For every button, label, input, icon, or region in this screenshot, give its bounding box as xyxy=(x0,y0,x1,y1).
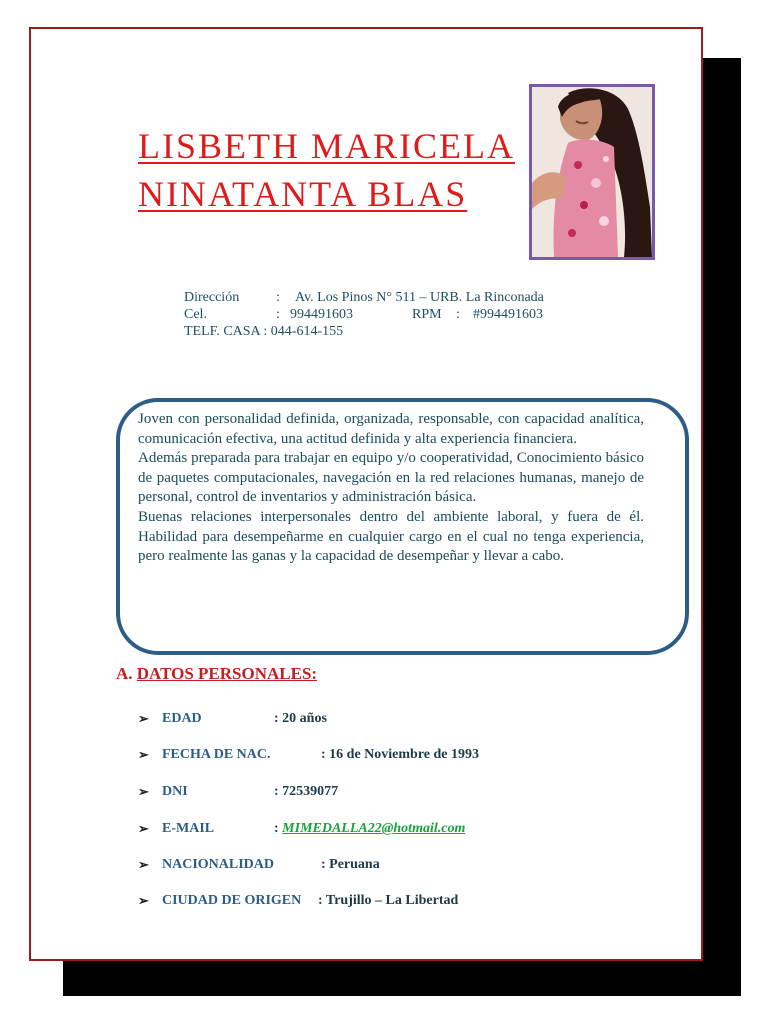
telf-value: 044-614-155 xyxy=(270,324,344,339)
telf-row: TELF. CASA : 044-614-155 xyxy=(184,324,344,339)
item-value: : Peruana xyxy=(321,857,380,872)
profile-photo-image xyxy=(532,87,652,257)
address-value: Av. Los Pinos N° 511 – URB. La Rinconada xyxy=(295,290,544,305)
item-label: E-MAIL xyxy=(162,821,215,836)
arrow-bullet-icon: ➢ xyxy=(138,857,149,872)
arrow-bullet-icon: ➢ xyxy=(138,893,149,908)
rpm-value: #994491603 xyxy=(473,307,543,322)
summary-paragraph-1: Joven con personalidad definida, organizada, responsable, con capacidad analítica, comunicación efectiva, una actitud definida y alta experiencia financiera. xyxy=(138,411,644,447)
address-row: Dirección : Av. Los Pinos N° 511 – URB. La Rinconada xyxy=(184,290,544,305)
cel-value: 994491603 xyxy=(290,307,353,322)
arrow-bullet-icon: ➢ xyxy=(138,711,149,726)
item-label: EDAD xyxy=(162,711,202,726)
address-label: Dirección xyxy=(184,290,240,305)
item-value: : 72539077 xyxy=(274,784,339,799)
item-value: : 20 años xyxy=(274,711,327,726)
name-line-1: LISBETH MARICELA xyxy=(138,126,515,166)
section-letter: A. xyxy=(116,664,133,683)
section-title-personal-data xyxy=(116,664,317,684)
item-label: CIUDAD DE ORIGEN xyxy=(162,893,302,908)
cel-row: Cel. : 994491603 RPM : #994491603 xyxy=(184,307,543,322)
profile-photo xyxy=(529,84,655,260)
arrow-bullet-icon: ➢ xyxy=(138,784,149,799)
item-value: : Trujillo – La Libertad xyxy=(318,893,459,908)
item-label: FECHA DE NAC. xyxy=(162,747,271,762)
candidate-name xyxy=(138,122,515,218)
email-link[interactable]: MIMEDALLA22@hotmail.com xyxy=(282,821,466,836)
contact-block xyxy=(184,289,544,340)
telf-label: TELF. CASA xyxy=(184,324,260,339)
profile-summary-text xyxy=(138,410,644,567)
cel-label: Cel. xyxy=(184,307,207,322)
summary-paragraph-2: Además preparada para trabajar en equipo y/o cooperatividad, Conocimiento básico de paquetes computacionales, navegación en la red relaciones humanas, manejo de personal, control de inventarios y administración básica. xyxy=(138,450,644,506)
name-line-2: NINATANTA BLAS xyxy=(138,174,468,214)
summary-paragraph-3: Buenas relaciones interpersonales dentro del ambiente laboral, y fuera de él. Habilidad para desempeñarme en cualquier cargo en el cual no tenga experiencia, pero realmente las ganas y la capacidad de desempeñar y llevar a cabo. xyxy=(138,508,644,565)
arrow-bullet-icon: ➢ xyxy=(138,747,149,762)
section-label: DATOS PERSONALES: xyxy=(136,664,318,683)
arrow-bullet-icon: ➢ xyxy=(138,821,149,836)
item-value: : 16 de Noviembre de 1993 xyxy=(321,747,479,762)
rpm-label: RPM xyxy=(412,307,442,322)
email-prefix: : xyxy=(274,821,283,836)
item-label: DNI xyxy=(162,784,188,799)
item-label: NACIONALIDAD xyxy=(162,857,275,872)
